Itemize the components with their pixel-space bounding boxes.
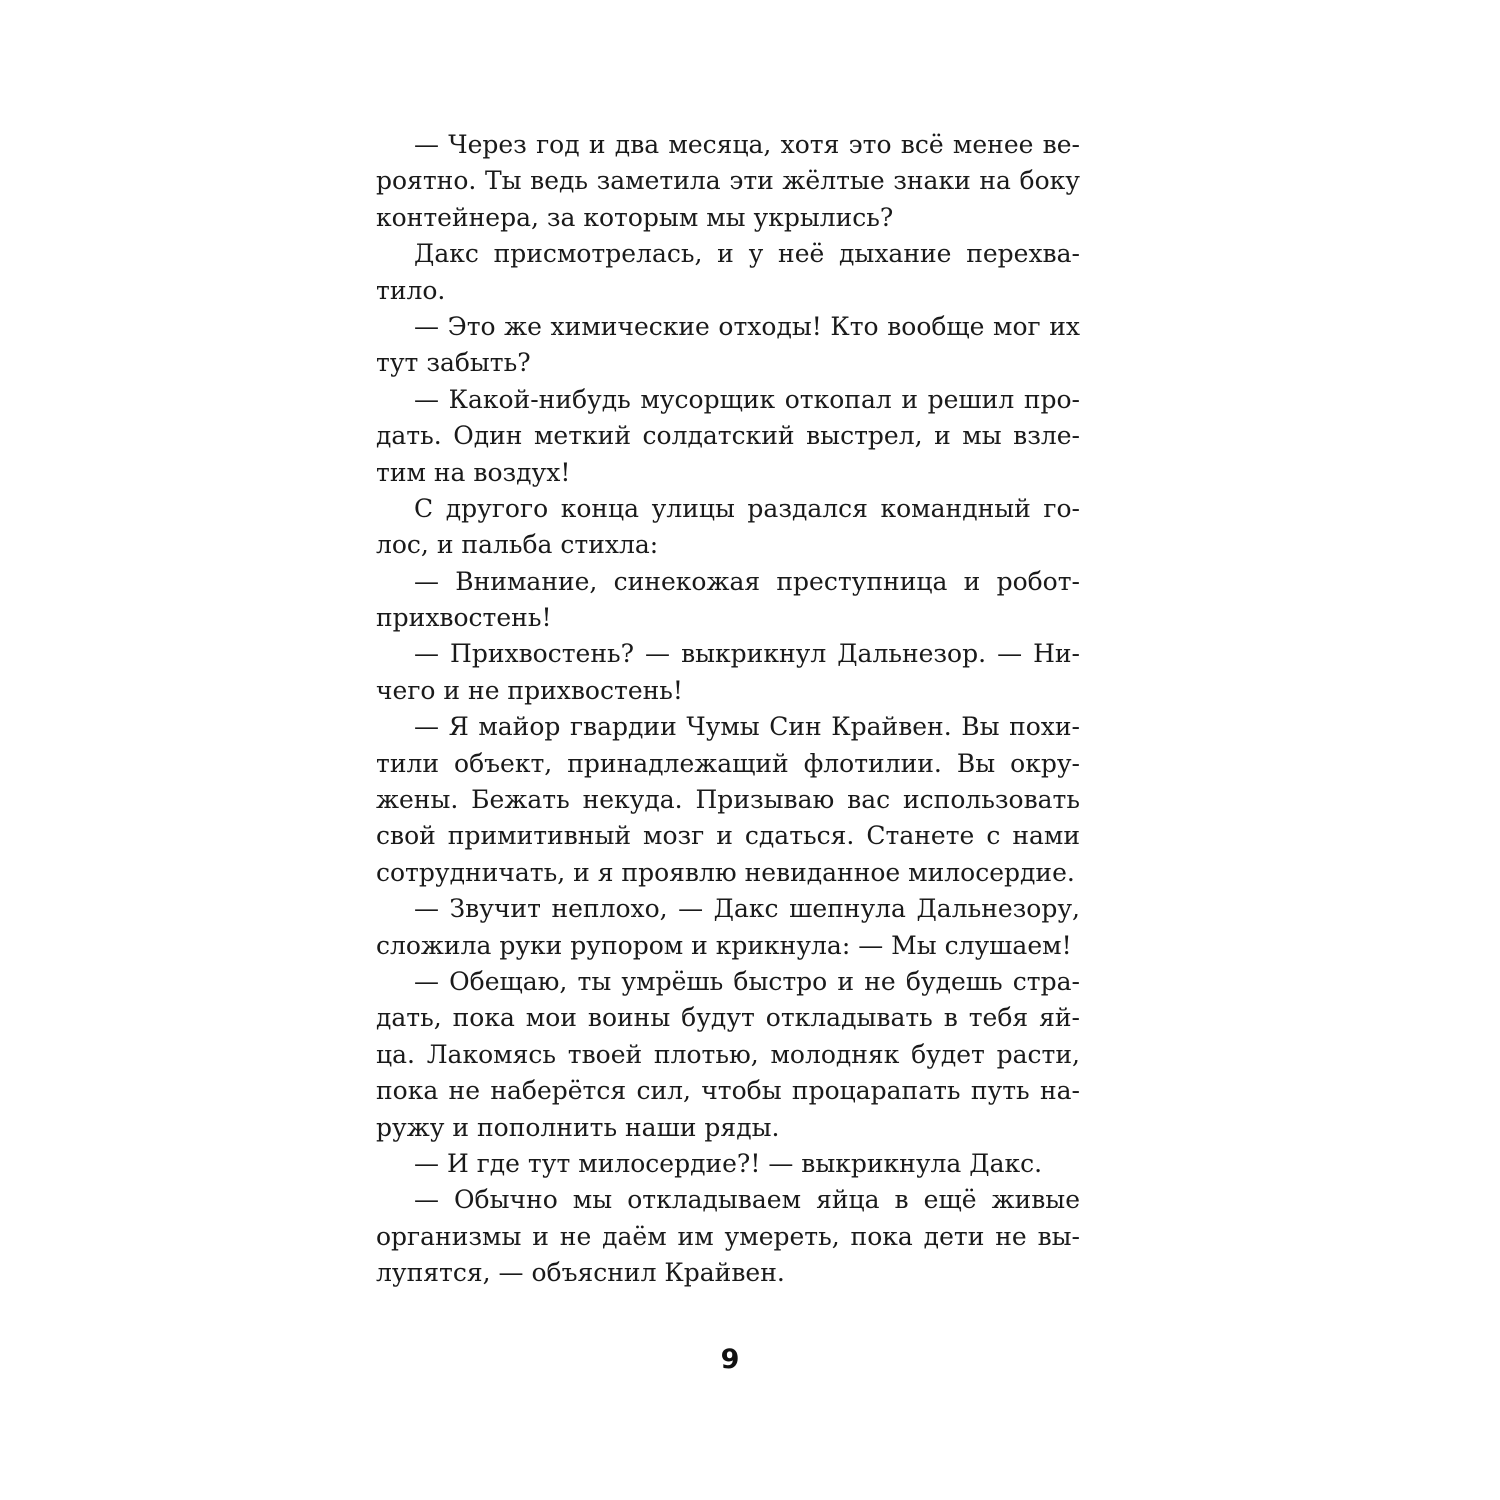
- text-line: ца. Лакомясь твоей плотью, молодняк будет расти,: [376, 1039, 1080, 1069]
- text-line: тим на воздух!: [376, 457, 571, 487]
- text-line: лупятся, — объяснил Крайвен.: [376, 1258, 785, 1288]
- text-line: — Это же химические отходы! Кто вообще мог их: [414, 311, 1080, 341]
- text-line: — Какой-нибудь мусорщик откопал и решил про-: [414, 384, 1080, 414]
- text-line: тили объект, принадлежащий флотилии. Вы окру-: [376, 748, 1080, 778]
- text-line: тут забыть?: [376, 348, 531, 378]
- body-text: [376, 127, 1080, 1292]
- text-line: лос, и пальба стихла:: [376, 530, 659, 560]
- text-line: — Внимание, синекожая преступница и робот-: [414, 566, 1080, 596]
- text-line: — Обычно мы откладываем яйца в ещё живые: [414, 1185, 1080, 1215]
- text-line: — Прихвостень? — выкрикнул Дальнезор. — Ни-: [414, 639, 1080, 669]
- text-line: — Через год и два месяца, хотя это всё менее ве-: [414, 130, 1080, 159]
- text-line: свой примитивный мозг и сдаться. Станете с нами: [376, 821, 1080, 851]
- text-line: контейнера, за которым мы укрылись?: [376, 202, 894, 232]
- text-line: дать, пока мои воины будут откладывать в тебя яй-: [376, 1003, 1080, 1033]
- text-line: тило.: [376, 275, 446, 305]
- text-line: пока не наберётся сил, чтобы процарапать путь на-: [376, 1076, 1080, 1106]
- text-line: — Звучит неплохо, — Дакс шепнула Дальнезору,: [414, 894, 1080, 924]
- text-line: прихвостень!: [376, 603, 552, 633]
- text-line: дать. Один меткий солдатский выстрел, и мы взле-: [376, 421, 1080, 451]
- text-line: сотрудничать, и я проявлю невиданное милосердие.: [376, 857, 1075, 887]
- text-line: Дакс присмотрелась, и у неё дыхание перехва-: [414, 239, 1080, 269]
- text-line: С другого конца улицы раздался командный го-: [414, 493, 1080, 523]
- text-line: чего и не прихвостень!: [376, 675, 683, 705]
- text-line: роятно. Ты ведь заметила эти жёлтые знаки на боку: [376, 166, 1080, 196]
- text-line: сложила руки рупором и крикнула: — Мы слушаем!: [376, 930, 1072, 960]
- page-number: 9: [720, 1344, 740, 1375]
- text-line: — Я майор гвардии Чумы Син Крайвен. Вы похи-: [414, 712, 1080, 742]
- text-line: — И где тут милосердие?! — выкрикнула Дакс.: [414, 1148, 1043, 1178]
- text-line: ружу и пополнить наши ряды.: [376, 1112, 780, 1142]
- text-line: — Обещаю, ты умрёшь быстро и не будешь стра-: [414, 966, 1080, 996]
- text-line: жены. Бежать некуда. Призываю вас использовать: [376, 785, 1080, 815]
- text-line: организмы и не даём им умереть, пока дети не вы-: [376, 1221, 1080, 1251]
